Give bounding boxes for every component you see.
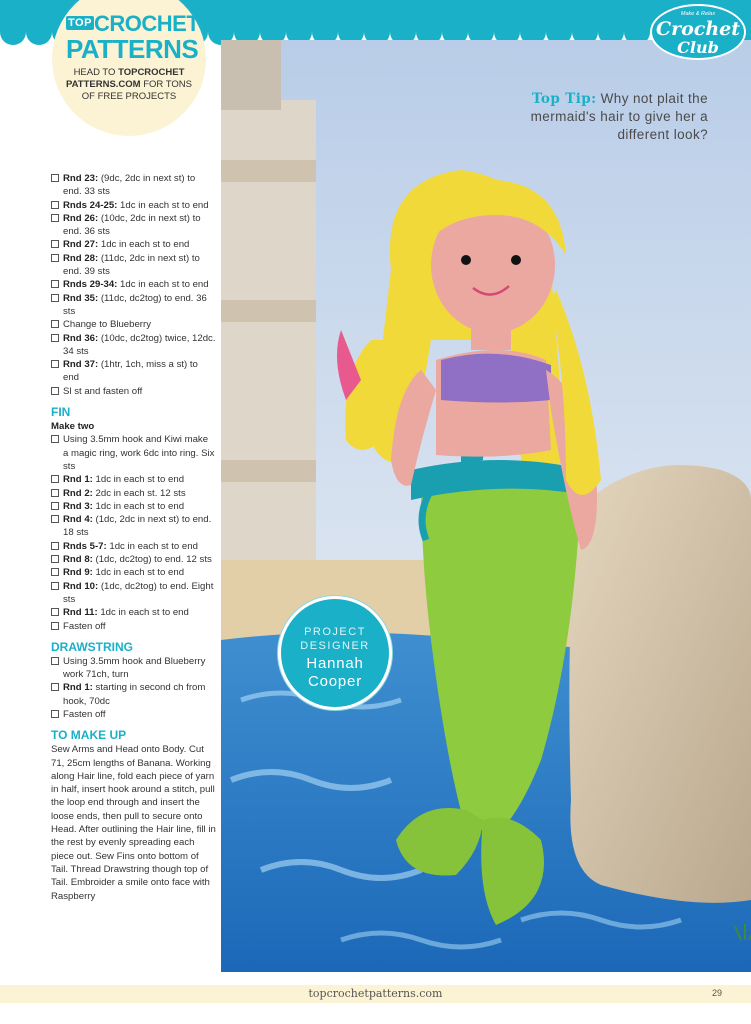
- checkbox-icon[interactable]: [51, 555, 59, 563]
- checkbox-icon[interactable]: [51, 515, 59, 523]
- checkbox-icon[interactable]: [51, 502, 59, 510]
- round-label: Rnd 2:: [63, 487, 93, 499]
- make-up-heading: TO MAKE UP: [51, 728, 127, 743]
- instruction-row: [51, 212, 216, 239]
- badge-head-to: HEAD TO: [73, 67, 116, 78]
- checkbox-icon[interactable]: [51, 475, 59, 483]
- instruction-row: [51, 278, 216, 291]
- checkbox-icon[interactable]: [51, 360, 59, 368]
- instruction-row: [51, 513, 216, 540]
- checkbox-icon[interactable]: [51, 320, 59, 328]
- round-text: (1dc, dc2tog) to end. Eight sts: [63, 580, 214, 605]
- round-label: Rnd 8:: [63, 554, 93, 566]
- checkbox-icon[interactable]: [51, 254, 59, 262]
- round-label: Rnd 26:: [63, 212, 99, 224]
- instruction-row: [51, 172, 216, 199]
- instruction-row: [51, 540, 216, 553]
- instruction-row: [51, 553, 216, 566]
- instruction-row: [51, 252, 216, 279]
- round-label: Rnd 4:: [63, 514, 93, 526]
- checkbox-icon[interactable]: [51, 435, 59, 443]
- page-number: 29: [712, 988, 723, 998]
- fin-rounds-list: [51, 433, 216, 632]
- top-tip-text: Why not plait the mermaid's hair to give her a different look?: [530, 91, 708, 142]
- instruction-row: [51, 500, 216, 513]
- round-text: (1dc, 2dc in next st) to end. 18 sts: [63, 514, 212, 539]
- badge-site-link[interactable]: TOPCROCHET PATTERNS.COM: [66, 67, 185, 90]
- checkbox-icon[interactable]: [51, 622, 59, 630]
- logo-main-text: Crochet: [655, 18, 741, 40]
- logo-small-text: Make & Relax: [680, 11, 716, 17]
- checkbox-icon[interactable]: [51, 214, 59, 222]
- round-text: 1dc in each st to end: [92, 474, 185, 486]
- checkbox-icon[interactable]: [51, 489, 59, 497]
- round-text: (1dc, dc2tog) to end. 12 sts: [92, 554, 212, 566]
- round-label: Rnd 1:: [63, 474, 93, 486]
- instruction-row: [51, 606, 216, 619]
- fin-heading: FIN: [51, 405, 71, 420]
- drawstring-heading: DRAWSTRING: [51, 639, 133, 654]
- instruction-row: [51, 318, 216, 331]
- round-label: Rnd 10:: [63, 580, 99, 592]
- instructions-column: [51, 172, 216, 903]
- project-designer-badge: [278, 596, 392, 710]
- footer-url[interactable]: topcrochetpatterns.com: [308, 987, 443, 1000]
- checkbox-icon[interactable]: [51, 582, 59, 590]
- badge-title-line2: PATTERNS: [66, 34, 199, 64]
- checkbox-icon[interactable]: [51, 334, 59, 342]
- round-text: 1dc in each st to end: [106, 540, 198, 552]
- round-text: Change to Blueberry: [63, 319, 151, 331]
- round-label: Rnd 27:: [63, 239, 99, 251]
- checkbox-icon[interactable]: [51, 174, 59, 182]
- round-label: Rnds 24-25:: [63, 199, 118, 211]
- instruction-row: [51, 487, 216, 500]
- designer-first-name: Hannah: [306, 655, 364, 672]
- footer-bar: [0, 985, 751, 1003]
- badge-title-line1: CROCHET: [94, 11, 200, 36]
- round-text: (9dc, 2dc in next st) to end. 33 sts: [63, 173, 196, 198]
- drawstring-rounds-list: [51, 655, 216, 721]
- round-text: 1dc in each st to end: [92, 567, 185, 579]
- checkbox-icon[interactable]: [51, 683, 59, 691]
- designer-last-name: Cooper: [308, 673, 362, 690]
- make-up-text: Sew Arms and Head onto Body. Cut 71, 25cm lengths of Banana. Working along Hair line, fold each piece of yarn in half, insert hook around a stitch, pull the loop end through and insert the loose ends, then pull to secure onto Head. After outlining the Hair line, fill in the rest by evenly spreading each piece out. Sew Fins onto bottom of Tail. Thread Drawstring though top of Tail. Embroider a smile onto face with Raspberry: [51, 744, 216, 902]
- badge-for-text: FOR TONS OF FREE PROJECTS: [81, 79, 192, 102]
- round-text: 1dc in each st to end: [97, 607, 189, 619]
- logo-club-text: Club: [677, 38, 719, 57]
- round-text: (10dc, dc2tog) twice, 12dc. 34 sts: [63, 332, 216, 357]
- checkbox-icon[interactable]: [51, 710, 59, 718]
- round-text: Fasten off: [63, 708, 106, 720]
- checkbox-icon[interactable]: [51, 201, 59, 209]
- round-text: 1dc in each st to end: [92, 500, 185, 512]
- top-tip-label: Top Tip:: [532, 91, 597, 107]
- instruction-row: [51, 292, 216, 319]
- designer-line2: DESIGNER: [300, 640, 370, 652]
- checkbox-icon[interactable]: [51, 280, 59, 288]
- round-text: Sl st and fasten off: [63, 385, 143, 397]
- instruction-row: [51, 580, 216, 607]
- round-label: Rnd 1:: [63, 682, 93, 694]
- round-label: Rnd 36:: [63, 332, 99, 344]
- instruction-row: [51, 385, 216, 398]
- round-text: 2dc in each st. 12 sts: [92, 487, 186, 499]
- crochet-club-logo: [650, 4, 746, 60]
- fin-subheading: Make two: [51, 421, 95, 433]
- instruction-row: [51, 238, 216, 251]
- instruction-row: [51, 473, 216, 486]
- designer-line1: PROJECT: [304, 626, 366, 638]
- badge-top-word: TOP: [68, 17, 92, 29]
- instruction-row: [51, 566, 216, 579]
- checkbox-icon[interactable]: [51, 542, 59, 550]
- round-text: starting in second ch from hook, 70dc: [63, 682, 206, 707]
- round-text: Fasten off: [63, 620, 106, 632]
- instruction-row: [51, 708, 216, 721]
- round-text: (11dc, dc2tog) to end. 36 sts: [63, 292, 207, 317]
- top-tip: [488, 90, 708, 144]
- round-text: Using 3.5mm hook and Kiwi make a magic ring, work 6dc into ring. Six sts: [63, 434, 215, 472]
- checkbox-icon[interactable]: [51, 657, 59, 665]
- checkbox-icon[interactable]: [51, 568, 59, 576]
- mermaid-photo: [221, 40, 751, 972]
- round-label: Rnd 35:: [63, 292, 99, 304]
- instruction-row: [51, 433, 216, 473]
- round-text: (1htr, 1ch, miss a st) to end: [63, 359, 198, 384]
- round-label: Rnds 5-7:: [63, 540, 107, 552]
- round-text: 1dc in each st to end: [117, 279, 209, 291]
- instruction-row: [51, 358, 216, 385]
- badge-subtitle: [62, 67, 196, 103]
- instruction-row: [51, 199, 216, 212]
- round-text: (10dc, 2dc in next st) to end. 36 sts: [63, 212, 201, 238]
- round-label: Rnd 11:: [63, 607, 98, 619]
- round-label: Rnd 37:: [63, 359, 99, 371]
- instruction-row: [51, 681, 216, 708]
- checkbox-icon[interactable]: [51, 294, 59, 302]
- checkbox-icon[interactable]: [51, 608, 59, 616]
- checkbox-icon[interactable]: [51, 387, 59, 395]
- instruction-row: [51, 655, 216, 682]
- round-label: Rnd 9:: [63, 567, 93, 579]
- round-text: 1dc in each st to end: [98, 239, 190, 251]
- round-text: (11dc, 2dc in next st) to end. 39 sts: [63, 252, 200, 278]
- round-label: Rnd 28:: [63, 252, 99, 264]
- round-label: Rnd 23:: [63, 173, 99, 184]
- body-rounds-list: [51, 172, 216, 398]
- instruction-row: [51, 332, 216, 359]
- checkbox-icon[interactable]: [51, 240, 59, 248]
- round-text: 1dc in each st to end: [117, 199, 209, 211]
- round-label: Rnds 29-34:: [63, 279, 118, 291]
- round-label: Rnd 3:: [63, 500, 93, 512]
- round-text: Using 3.5mm hook and Blueberry work 71ch, turn: [63, 655, 206, 681]
- top-crochet-patterns-badge: [52, 0, 206, 136]
- instruction-row: [51, 620, 216, 633]
